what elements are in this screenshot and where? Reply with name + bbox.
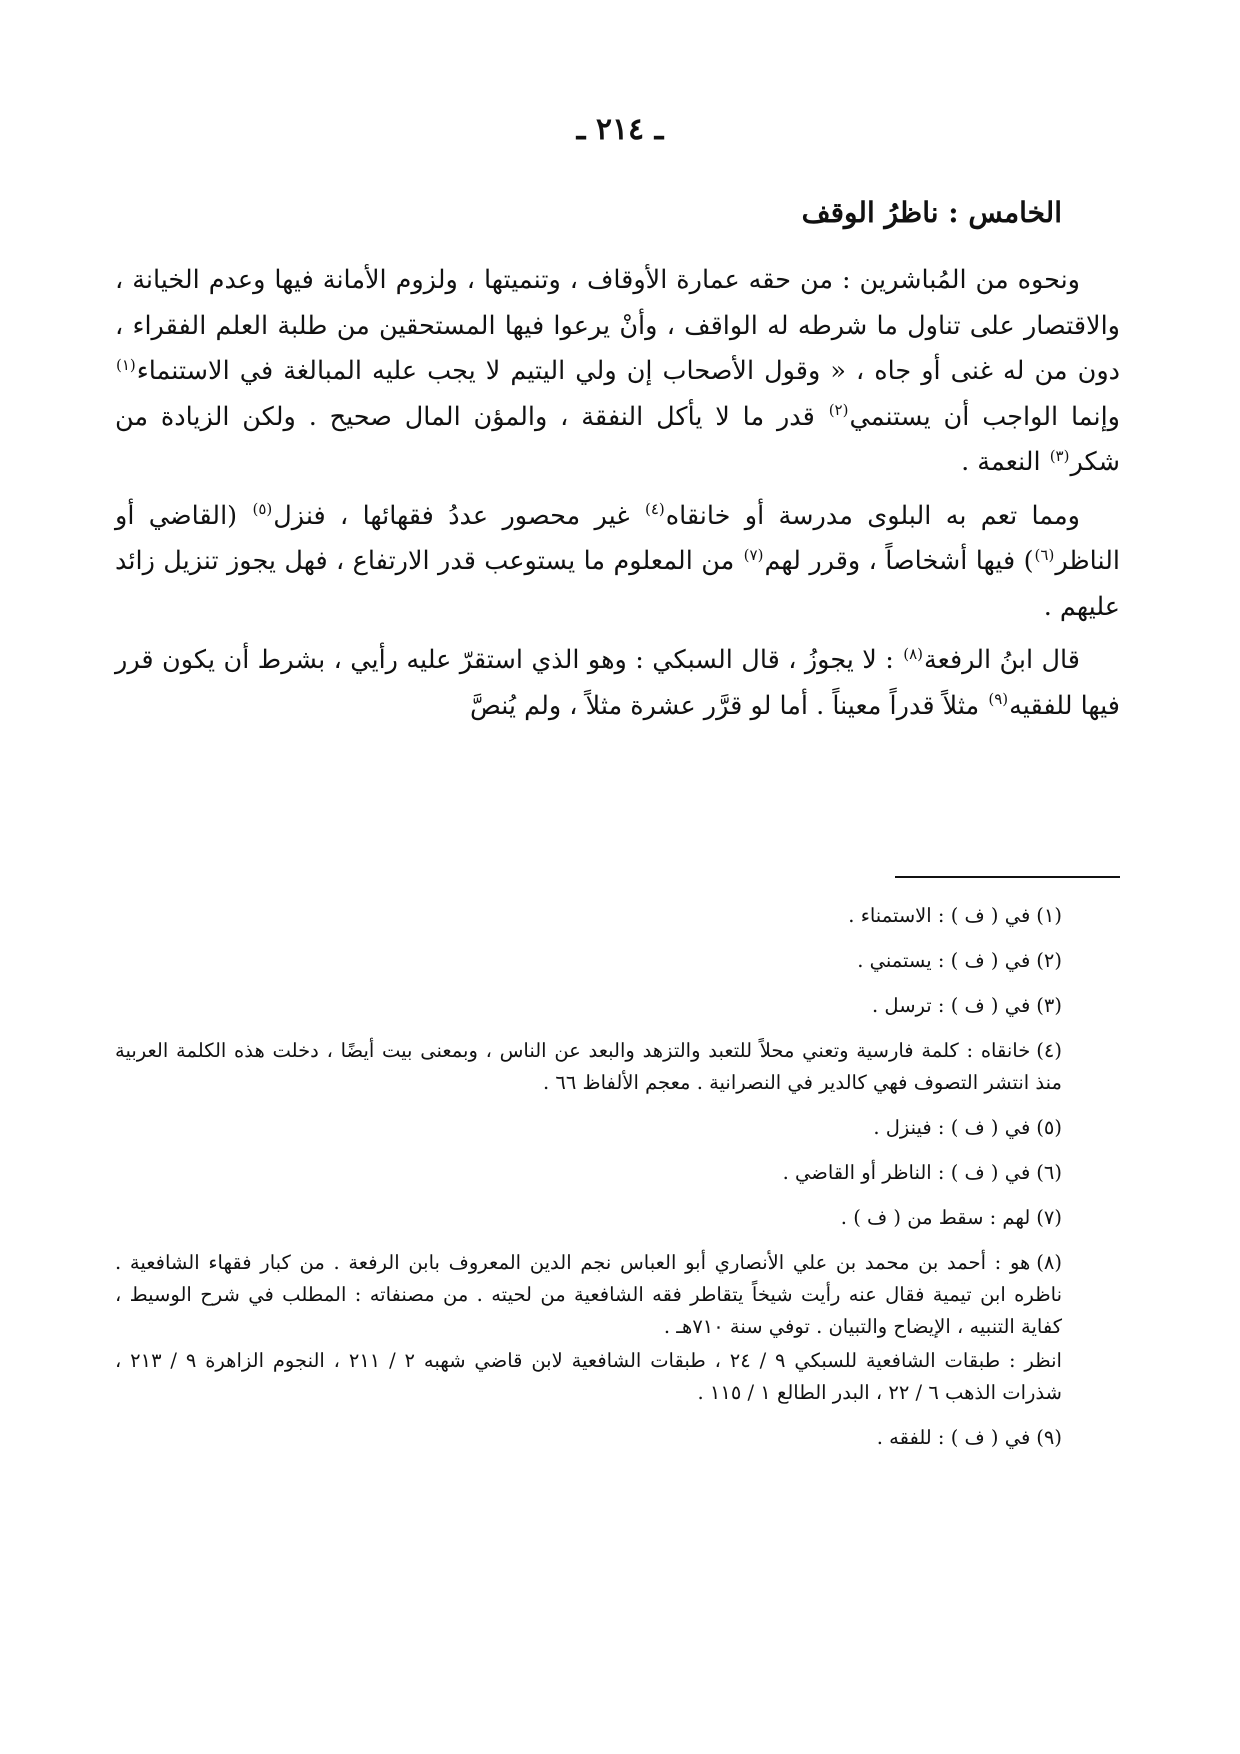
footnote-text: في ( ف ) : يستمني . [857,949,1031,972]
footnote-text: انظر : طبقات الشافعية للسبكي ٩ / ٢٤ ، طبقات الشافعية لابن قاضي شهبه ٢ / ٢١١ ، النجوم الزاهرة ٩ / ٢١٣ ، شذرات الذهب ٦ / ٢٢ ، البدر الطالع ١ / ١١٥ . [115,1349,1062,1404]
footnote-7 [115,1202,1120,1234]
footnote-ref-5: (٥) [252,500,273,518]
footnote-text: في ( ف ) : ترسل . [872,994,1031,1017]
footnote-number: (٣) [1036,994,1062,1017]
main-text [115,258,1120,737]
footnote-3 [115,990,1120,1022]
footnote-number: (٨) [1036,1251,1062,1274]
text-run: وإنما الواجب أن يستنمي [849,401,1120,432]
footnote-number: (٦) [1036,1161,1062,1184]
footnote-number: (٤) [1036,1039,1062,1062]
footnote-2 [115,945,1120,977]
footnote-8-references [115,1345,1120,1409]
text-run: من المعلوم ما يستوعب قدر الارتفاع ، فهل يجوز تنزيل زائد عليهم . [115,546,1120,622]
text-run: : لا يجوزُ ، قال السبكي : وهو الذي استقرّ عليه رأيي ، بشرط أن يكون قرر فيها للفقيه [115,645,1120,721]
text-run: النعمة . [961,447,1049,477]
footnotes [115,900,1120,1467]
section-heading: الخامس : ناظرُ الوقف [801,196,1062,229]
footnote-9 [115,1422,1120,1454]
paragraph-3 [115,638,1120,729]
footnote-4 [115,1035,1120,1099]
footnote-5 [115,1112,1120,1144]
footnote-ref-4: (٤) [644,500,665,518]
text-run: مثلاً قدراً معيناً . أما لو قرَّر عشرة مثلاً ، ولم يُنصَّ [469,690,988,721]
paragraph-1 [115,258,1120,486]
footnote-8 [115,1247,1120,1343]
page-number: ـ ٢١٤ ـ [576,112,664,147]
text-run: غير محصور عددُ فقهائها ، فنزل [273,500,644,531]
text-run: قال ابنُ الرفعة [924,645,1080,675]
footnote-ref-1: (١) [116,355,136,374]
footnote-text: لهم : سقط من ( ف ) . [840,1206,1031,1229]
footnote-ref-9: (٩) [988,690,1009,708]
footnote-text: هو : أحمد بن محمد بن علي الأنصاري أبو العباس نجم الدين المعروف بابن الرفعة . من كبار فقهاء الشافعية . ناظره ابن تيمية فقال عنه رأيت شيخاً يتقاطر فقه الشافعية من لحيته . من مصنفاته : المطلب في شرح الوسيط ، كفاية التنبيه ، الإيضاح والتبيان . توفي سنة ٧١٠هـ . [115,1251,1062,1338]
text-run: قدر ما لا يأكل النفقة ، والمؤن المال صحيح . ولكن الزيادة من شكر [115,401,1120,477]
footnote-ref-2: (٢) [828,401,849,419]
footnote-text: في ( ف ) : للفقه . [876,1426,1031,1449]
text-run: (القاضي أو الناظر [115,500,1120,576]
footnote-6 [115,1157,1120,1189]
footnote-ref-7: (٧) [743,545,764,564]
footnote-number: (١) [1036,904,1062,927]
footnote-text: في ( ف ) : فينزل . [873,1116,1031,1139]
footnote-ref-3: (٣) [1049,446,1070,465]
text-run: ونحوه من المُباشرين : من حقه عمارة الأوقاف ، وتنميتها ، ولزوم الأمانة فيها وعدم الخيانة ، والاقتصار على تناول ما شرطه له الواقف ، وأنْ يرعوا فيها المستحقين من طلبة العلم الفقراء ، دون من له غنى أو جاه ، « وقول الأصحاب إن ولي اليتيم لا يجب عليه المبالغة في الاستنماء [115,265,1120,386]
text-run: ومما تعم به البلوى مدرسة أو خانقاه [665,500,1080,531]
footnote-text: في ( ف ) : الناظر أو القاضي . [782,1161,1031,1184]
footnote-number: (٧) [1036,1206,1062,1229]
footnote-separator [895,876,1120,878]
footnote-ref-8: (٨) [903,644,924,663]
footnote-number: (٩) [1036,1426,1062,1449]
footnote-number: (٥) [1036,1116,1062,1139]
footnote-text: خانقاه : كلمة فارسية وتعني محلاً للتعبد والتزهد والبعد عن الناس ، وبمعنى بيت أيضًا ، دخلت هذه الكلمة العربية منذ انتشر التصوف فهي كالدير في النصرانية . معجم الألفاظ ٦٦ . [115,1039,1062,1094]
text-run: ) فيها أشخاصاً ، وقرر لهم [764,546,1034,576]
footnote-text: في ( ف ) : الاستمناء . [848,904,1031,927]
footnote-number: (٢) [1036,949,1062,972]
footnote-1 [115,900,1120,932]
footnote-ref-6: (٦) [1034,545,1055,564]
paragraph-2 [115,494,1120,631]
